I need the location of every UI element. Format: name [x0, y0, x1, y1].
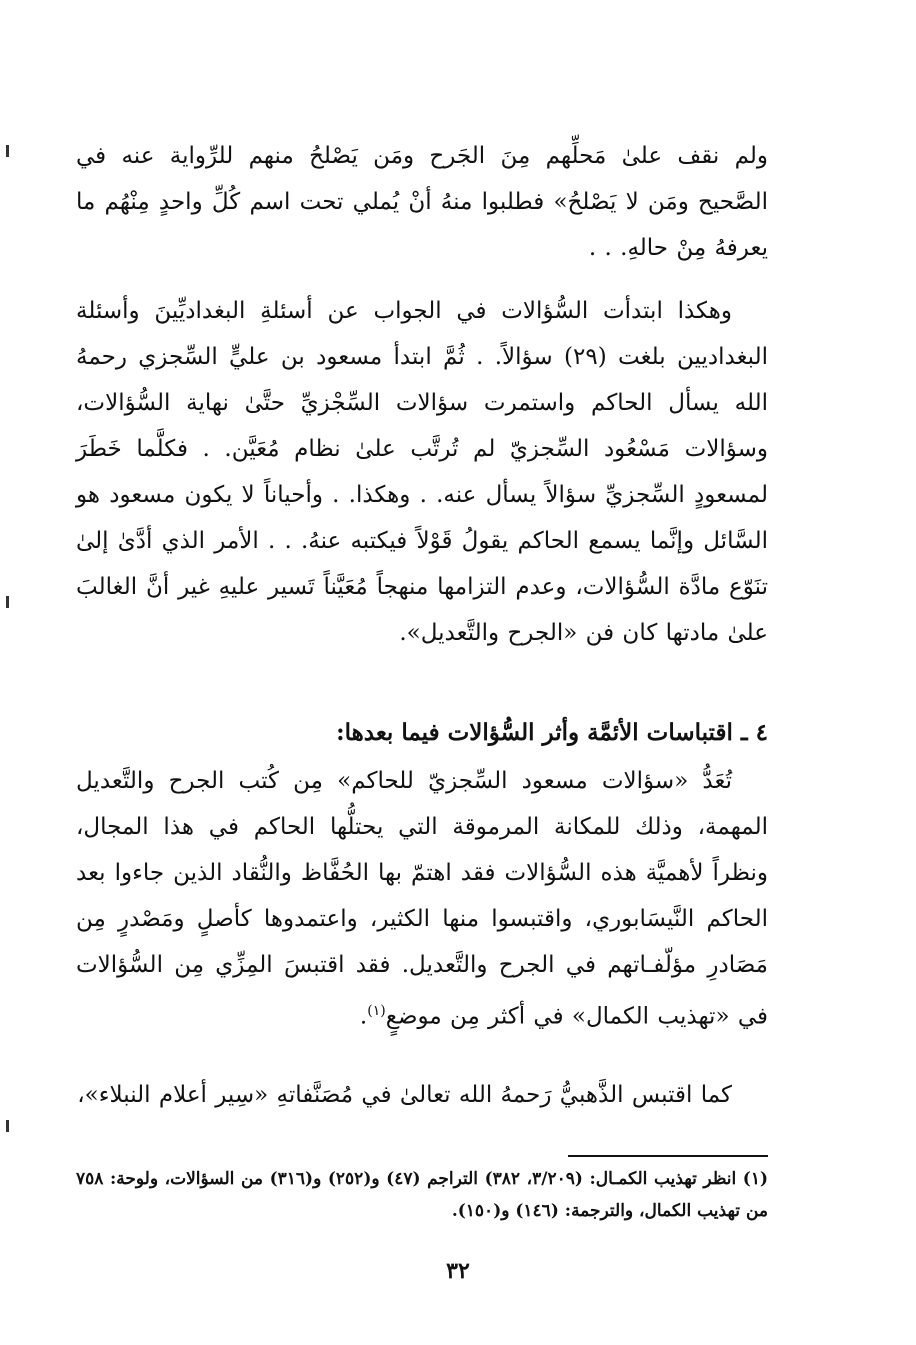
section-heading: ٤ ـ اقتباسات الأئمَّة وأثر السُّؤالات فيما بعدها:: [336, 719, 768, 746]
paragraph-3-body: تُعَدُّ «سؤالات مسعود السِّجزيّ للحاكم» مِن كُتب الجرح والتَّعديل المهمة، وذلك للمكانة المرموقة التي يحتلُّها الحاكم في هذا المجال، ونظراً لأهميَّة هذه السُّؤالات فقد اهتمّ بها الحُفَّاظ والنُّقاد الذين جاءوا بعد الحاكم النَّيسَابوري، واقتبسوا منها الكثير، واعتمدوها كأصلٍ ومَصْدرٍ مِن مَصَادرِ مؤلّفـاتهم في الجرح والتَّعديل. فقد اقتبسَ المِزِّي مِن السُّؤالات في «تهذيب الكمال» في أكثر مِن موضعٍ: [76, 768, 768, 1030]
paragraph-4-text: كما اقتبس الذَّهبيُّ رَحمهُ الله تعالىٰ في مُصَنَّفاتهِ «سِير أعلام النبلاء»،: [77, 1082, 732, 1108]
footnote-divider: [568, 1155, 768, 1157]
scan-edge-mark: [6, 145, 9, 157]
footnote-reference[interactable]: (١): [367, 1003, 386, 1019]
scan-edge-mark: [6, 596, 9, 608]
paragraph-3-text: [76, 758, 768, 1040]
paragraph-3: [76, 758, 768, 1040]
footnote: (١) انظر تهذيب الكمـال: (٣/٢٠٩، ٣٨٢) التراجم (٤٧) و(٢٥٢) و(٣١٦) من السؤالات، ولوحة: ٧٥٨ من تهذيب الكمال، والترجمة: (١٤٦) و(١٥٠).: [76, 1169, 769, 1221]
paragraph-1: [76, 133, 768, 271]
scan-edge-mark: [6, 1120, 9, 1132]
paragraph-2-text: وهكذا ابتدأت السُّؤالات في الجواب عن أسئلةِ البغداديِّينَ وأسئلة البغداديين بلغت (٢٩) سؤالاً. . ثُمَّ ابتدأ مسعود بن عليٍّ السِّجزي رحمهُ الله يسأل الحاكم واستمرت سؤالات السِّجْزيِّ حتَّىٰ نهاية السُّؤالات، وسؤالات مَسْعُود السِّجزيّ لم تُرتَّب علىٰ نظام مُعَيَّن. . فكلَّما خَطَرَ لمسعودٍ السِّجزيِّ سؤالاً يسأل عنه. . وهكذا. . وأحياناً لا يكون مسعود هو السَّائل وإنَّما يسمع الحاكم يقولُ قَوْلاً فيكتبه عنهُ. . . الأمر الذي أدَّىٰ إلىٰ تنَوّع مادَّة السُّؤالات، وعدم التزامها منهجاً مُعَيَّناً تَسير عليهِ غير أنَّ الغالبَ علىٰ مادتها كان فن «الجرح والتَّعديل».: [76, 298, 769, 646]
page-number: ٣٢: [446, 1258, 470, 1284]
paragraph-1-text: ولم نقف علىٰ مَحلِّهم مِنَ الجَرح ومَن يَصْلحُ منهم للرِّواية عنه في الصَّحيح ومَن لا يَصْلحُ» فطلبوا منهُ أنْ يُملي تحت اسم كُلِّ واحدٍ مِنْهُم ما يعرفهُ مِنْ حالهِ. . .: [76, 143, 768, 261]
paragraph-4: [76, 1072, 768, 1118]
paragraph-3-end: .: [359, 1003, 368, 1030]
paragraph-2: [76, 288, 768, 656]
